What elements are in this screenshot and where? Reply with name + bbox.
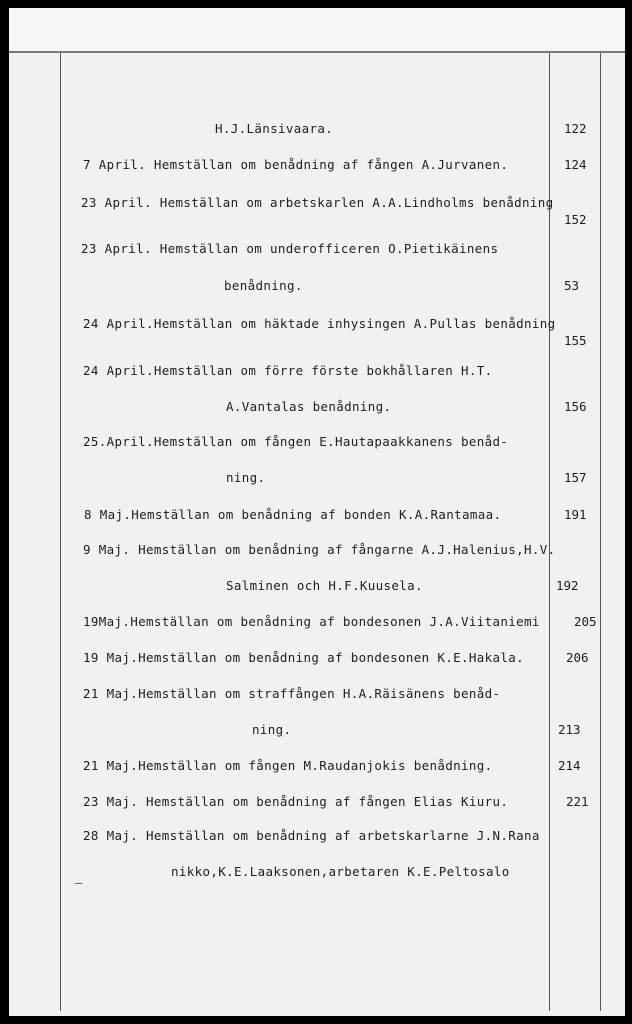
index-entry: 24 April.Hemställan om häktade inhysingen A.Pullas benådning [83,316,556,331]
page-number: 206 [566,650,589,665]
index-entry: 23 Maj. Hemställan om benådning af fången Elias Kiuru. [83,794,509,809]
page-number: 205 [574,614,597,629]
page-number: 192 [556,578,579,593]
index-entry: 8 Maj.Hemställan om benådning af bonden K.A.Rantamaa. [84,507,502,522]
left-margin-rule [60,53,61,1011]
page-top-band [9,8,625,53]
page-column-rule-right [600,53,601,1011]
page-number: 53 [564,278,580,293]
page-number: 214 [558,758,581,773]
index-entry: 19Maj.Hemställan om benådning af bondesonen J.A.Viitaniemi [83,614,540,629]
ledger-page [9,8,625,1016]
page-number: 157 [564,470,587,485]
heading-entry: H.J.Länsivaara. [215,121,334,136]
page-number: 122 [564,121,587,136]
index-entry: 23 April. Hemställan om arbetskarlen A.A.Lindholms benådning [81,195,554,210]
page-number: 156 [564,399,587,414]
index-entry: 21 Maj.Hemställan om straffången H.A.Räisänens benåd- [83,686,501,701]
index-entry: 9 Maj. Hemställan om benådning af fångarne A.J.Halenius,H.V. [83,542,556,557]
page-number: 152 [564,212,587,227]
index-entry: 19 Maj.Hemställan om benådning af bondesonen K.E.Hakala. [83,650,525,665]
index-entry: 23 April. Hemställan om underofficeren O.Pietikäinens [81,241,499,256]
index-entry: 21 Maj.Hemställan om fången M.Raudanjokis benådning. [83,758,493,773]
index-entry-continuation: ning. [226,470,266,485]
index-entry-continuation: nikko,K.E.Laaksonen,arbetaren K.E.Peltosalo [171,864,510,879]
page-number: 191 [564,507,587,522]
index-entry: 24 April.Hemställan om förre förste bokhållaren H.T. [83,363,493,378]
index-entry-continuation: Salminen och H.F.Kuusela. [226,578,423,593]
index-entry: 28 Maj. Hemställan om benådning af arbetskarlarne J.N.Rana [83,828,540,843]
index-entry: 25.April.Hemställan om fången E.Hautapaakkanens benåd- [83,434,509,449]
page-number: 221 [566,794,589,809]
page-number: 155 [564,333,587,348]
index-entry-continuation: benådning. [224,278,303,293]
page-number: 124 [564,157,587,172]
index-entry: 7 April. Hemställan om benådning af fången A.Jurvanen. [83,157,509,172]
index-entry-continuation: A.Vantalas benådning. [226,399,392,414]
index-entry-continuation: ning. [252,722,292,737]
page-number: 213 [558,722,581,737]
stray-ink-mark: ‒ [75,876,83,890]
